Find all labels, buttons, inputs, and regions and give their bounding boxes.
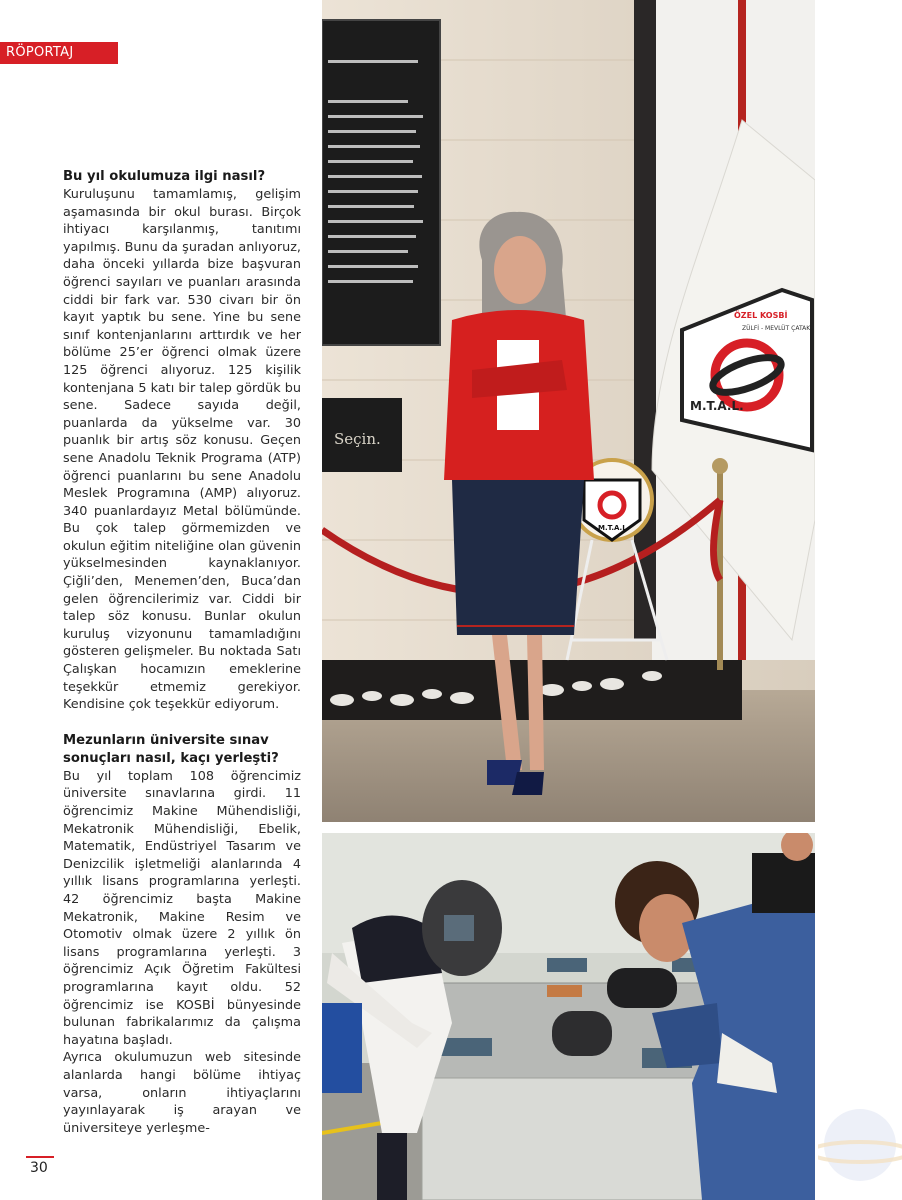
page-number: 30 — [30, 1160, 48, 1176]
decorative-planet-graphic — [818, 1090, 902, 1200]
answer-paragraph: Bu yıl toplam 108 öğrencimiz üniversite sınavlarına girdi. 11 öğrencimiz Makine Mühendisliği, Mekatronik Mühendisliği, Ebelik, Matematik, Endüstriyel Tasarım ve Denizcilik işletmeliği alanlarında 4 yıllık lisans programlarına yerleşti. 42 öğrencimiz başta Makine Mekatronik, Makine Resim ve Otomotiv olmak üzere 2 yıllık ön lisans programlarına yerleşti. 3 öğrencimiz Açık Öğretim Fakültesi programlarına kayıt oldu. 52 öğrencimiz ise KOSBİ bünyesinde bulunan fabrikalarımız da çalışma hayatına başladı. — [63, 768, 301, 1048]
question-heading: Bu yıl okulumuza ilgi nasıl? — [63, 169, 266, 184]
question-heading: Mezunların üniversite sınav sonuçları nasıl, kaçı yerleşti? — [63, 732, 279, 766]
article-column — [63, 168, 301, 1137]
answer-paragraph: Kuruluşunu tamamlamış, gelişim aşamasında bir okul burası. Birçok ihtiyacı karşılanmış, tanıtımı yapılmış. Bunu da şuradan anlıyoruz, daha önceki yıllarda bize başvuran öğrenci sayıları ve puanları arasında ciddi bir fark var. 530 civarı bir ön kayıt yaptık bu sene. Yine bu sene sınıf kontenjanlarını arttırdık ve her bölüme 25’er öğrenci olmak üzere 125 öğrenci alıyoruz. 125 kişilik kontenjana 5 katı bir talep gördük bu sene. Sadece sayıda değil, puanlarda da yükselme var. 30 puanlık bir artış söz konusu. Geçen sene Anadolu Teknik Programa (ATP) öğrenci puanlarını bu sene Anadolu Meslek Programına (AMP) alıyoruz. 340 puanlardayız Metal bölümünde. Bu çok talep görmemizden ve okulun eğitim niteliğine olan güvenin yükselmesinden kaynaklanıyor. Çiğli’den, Menemen’den, Buca’dan gelen öğrencilerimiz var. Ciddi bir talep söz konusu. Bunlar okulun kuruluş vizyonunu tamamladığını gösteren gelişmeler. Bu noktada Satı Çalışkan hocamızın emeklerine teşekkür etmemiz gerekiyor. Kendisine çok teşekkür ediyorum. — [63, 187, 301, 713]
flag-text-bottom: M.T.A.L. — [690, 399, 744, 413]
answer-paragraph: Ayrıca okulumuzun web sitesinde alanlarda hangi bölüme ihtiyaç varsa, onların ihtiyaçlarını yayınlayarak iş arayan ve üniversiteye yerleşme- — [63, 1050, 301, 1136]
section-tag: RÖPORTAJ — [0, 42, 118, 64]
page-number-rule — [26, 1156, 54, 1158]
principal-photo — [322, 0, 815, 822]
stand-text: M.T.A.L. — [598, 524, 630, 532]
wall-sign-text: Seçin. — [334, 430, 381, 448]
workshop-photo — [322, 833, 815, 1200]
flag-text-side: ZÜLFİ - MEVLÜT ÇATAK — [742, 325, 811, 332]
flag-text-top: ÖZEL KOSBİ — [734, 311, 788, 320]
